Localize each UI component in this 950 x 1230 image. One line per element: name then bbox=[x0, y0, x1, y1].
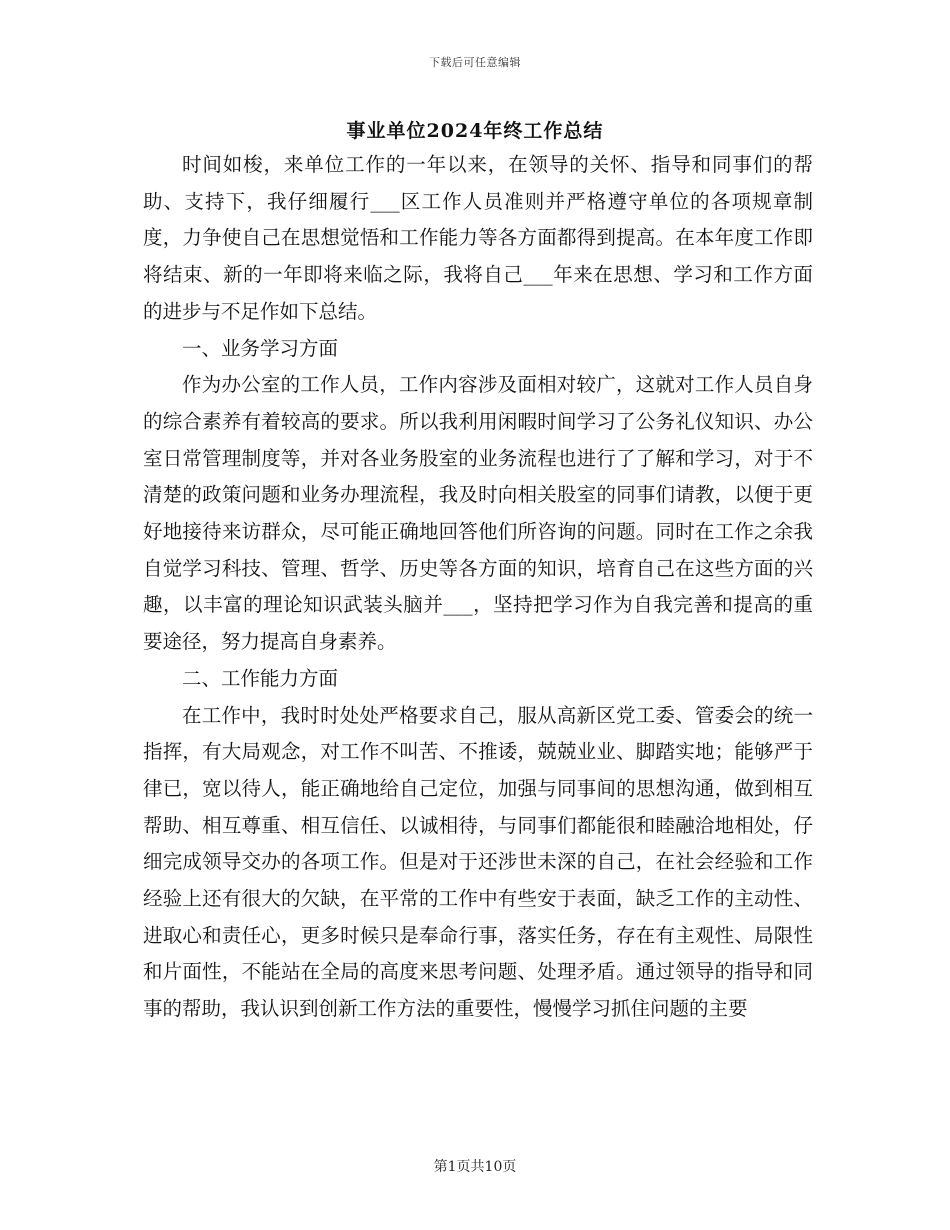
document-body bbox=[143, 147, 813, 1028]
page-footer: 第1页共10页 bbox=[433, 1159, 517, 1175]
header-note: 下载后可任意编辑 bbox=[429, 56, 521, 69]
paragraph-study: 作为办公室的工作人员，工作内容涉及面相对较广，这就对工作人员自身的综合素养有着较高的要求。所以我利用闲暇时间学习了公务礼仪知识、办公室日常管理制度等，并对各业务股室的业务流程也进行了了解和学习，对于不清楚的政策问题和业务办理流程，我及时向相关股室的同事们请教，以便于更好地接待来访群众，尽可能正确地回答他们所咨询的问题。同时在工作之余我自觉学习科技、管理、哲学、历史等各方面的知识，培育自己在这些方面的兴趣，以丰富的理论知识武装头脑并___，坚持把学习作为自我完善和提高的重要途径，努力提高自身素养。 bbox=[143, 373, 813, 654]
paragraph-intro: 时间如梭，来单位工作的一年以来，在领导的关怀、指导和同事们的帮助、支持下，我仔细履行___区工作人员准则并严格遵守单位的各项规章制度，力争使自己在思想觉悟和工作能力等各方面都得到提高。在本年度工作即将结束、新的一年即将来临之际，我将自己___年来在思想、学习和工作方面的进步与不足作如下总结。 bbox=[143, 153, 813, 323]
document-title: 事业单位2024年终工作总结 bbox=[346, 120, 604, 142]
section-heading-study: 一、业务学习方面 bbox=[182, 336, 339, 360]
paragraph-ability: 在工作中，我时时处处严格要求自己，服从高新区党工委、管委会的统一指挥，有大局观念，对工作不叫苦、不推诿，兢兢业业、脚踏实地；能够严于律已，宽以待人，能正确地给自己定位，加强与同事间的思想沟通，做到相互帮助、相互尊重、相互信任、以诚相待，与同事们都能很和睦融洽地相处，仔细完成领导交办的各项工作。但是对于还涉世未深的自己，在社会经验和工作经验上还有很大的欠缺，在平常的工作中有些安于表面，缺乏工作的主动性、进取心和责任心，更多时候只是奉命行事，落实任务，存在有主观性、局限性和片面性，不能站在全局的高度来思考问题、处理矛盾。通过领导的指导和同事的帮助，我认识到创新工作方法的重要性，慢慢学习抓住问题的主要 bbox=[143, 703, 813, 1021]
section-heading-ability: 二、工作能力方面 bbox=[182, 666, 339, 690]
